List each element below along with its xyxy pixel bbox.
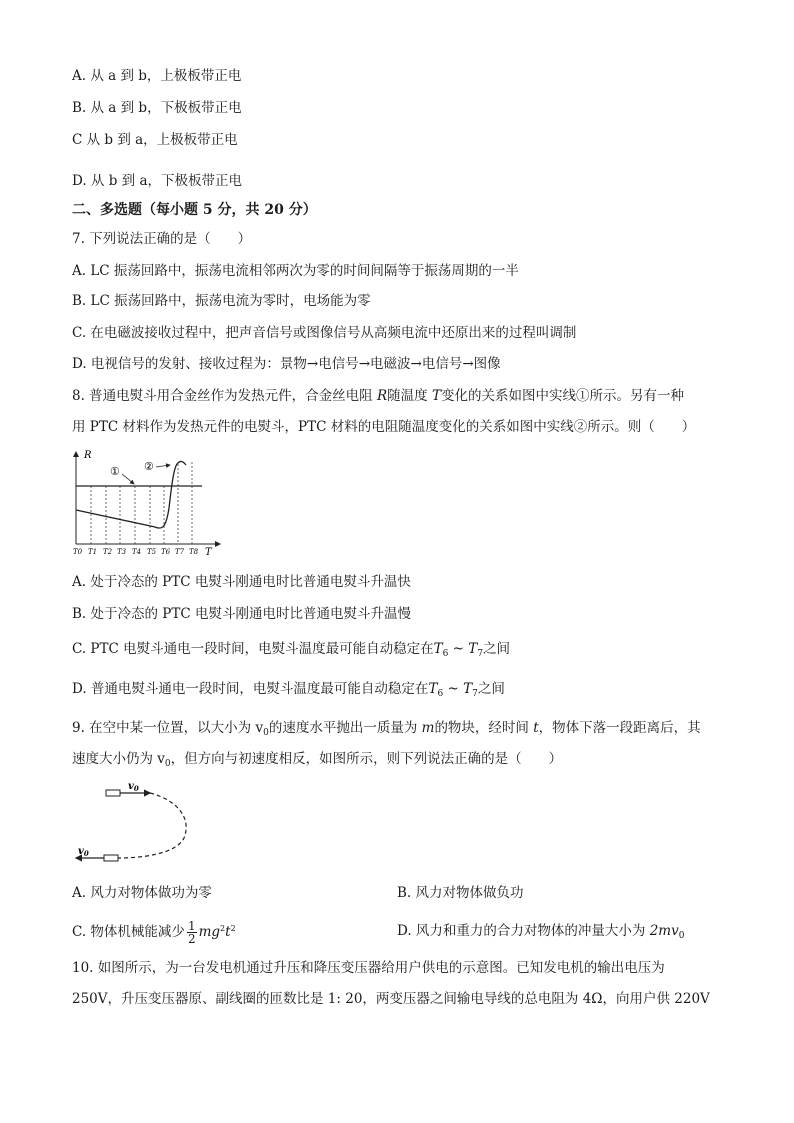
- q8-option-c: C. PTC 电熨斗通电一段时间，电熨斗温度最可能自动稳定在$T_6$ ~ $T_7$之间: [72, 641, 511, 659]
- q8-option-a: A. 处于冷态的 PTC 电熨斗刚通电时比普通电熨斗升温快: [72, 574, 411, 590]
- q8-curve-1-label: ①: [110, 465, 120, 478]
- q8-x-label: T: [205, 547, 212, 558]
- q9-option-d: D. 风力和重力的合力对物体的冲量大小为 $2mv_0$: [397, 923, 685, 941]
- q8-y-label: R: [84, 450, 92, 461]
- q8-curve-2-label: ②: [144, 460, 154, 473]
- q10-stem-line2: 250V，升压变压器原、副线圈的匝数比是 1: 20，两变压器之间输电导线的总电阻为 4Ω，向用户供 220V: [72, 991, 710, 1007]
- q7-option-c: C. 在电磁波接收过程中，把声音信号或图像信号从高频电流中还原出来的过程叫调制: [72, 325, 577, 341]
- q8-tick-label: T6: [161, 548, 171, 556]
- q8-tick-label: T3: [117, 548, 127, 556]
- q8-tick-label: T0: [73, 548, 83, 556]
- q9-option-b: B. 风力对物体做负功: [397, 885, 524, 901]
- q8-gridlines: [91, 462, 192, 544]
- q8-tick-label: T7: [175, 548, 185, 556]
- q6-option-b: B. 从 a 到 b，下极板带正电: [72, 100, 242, 116]
- q7-stem: 7. 下列说法正确的是（ ）: [72, 231, 252, 247]
- q8-tick-label: T2: [103, 548, 113, 556]
- q8-resistance-temperature-figure: [70, 448, 230, 560]
- q9-velocity-label-top: $v_0$: [128, 781, 139, 793]
- q8-curve-1-pointer: [122, 474, 134, 484]
- q8-curve-2: [76, 461, 186, 528]
- q9-block-bottom: [104, 855, 118, 861]
- q9-option-c: C. 物体机械能减少 $\frac{1}{2}$ $mg^2t^2$: [72, 919, 236, 946]
- q9-option-a: A. 风力对物体做功为零: [72, 885, 212, 901]
- q6-option-c: C 从 b 到 a，上极板带正电: [72, 132, 238, 148]
- q8-curve-2-pointer: [156, 465, 170, 467]
- q9-stem-line2: 速度大小仍为 $v_0$，但方向与初速度相反，如图所示，则下列说法正确的是（ ）: [72, 751, 563, 769]
- q6-option-a: A. 从 a 到 b，上极板带正电: [72, 68, 242, 84]
- q8-stem-line1: 8. 普通电熨斗用合金丝作为发热元件，合金丝电阻 R随温度 T变化的关系如图中实线①所示。另有一种: [72, 388, 684, 404]
- q9-stem-line1: 9. 在空中某一位置，以大小为 $v_0$的速度水平抛出一质量为 m的物块，经时间 t，物体下落一段距离后，其: [72, 720, 701, 738]
- q8-tick-label: T1: [88, 548, 98, 556]
- q7-option-b: B. LC 振荡回路中，振荡电流为零时，电场能为零: [72, 293, 371, 309]
- q9-trajectory: [118, 793, 186, 858]
- section-title: 二、多选题（每小题 5 分，共 20 分）: [72, 202, 317, 218]
- q8-tick-label: T4: [132, 548, 142, 556]
- q9-fraction: $\frac{1}{2}$: [187, 919, 196, 946]
- q8-option-d: D. 普通电熨斗通电一段时间，电熨斗温度最可能自动稳定在$T_6$ ~ $T_7$之间: [72, 681, 505, 699]
- q7-option-a: A. LC 振荡回路中，振荡电流相邻两次为零的时间间隔等于振荡周期的一半: [72, 263, 519, 279]
- q9-trajectory-figure: [72, 778, 202, 870]
- q10-stem-line1: 10. 如图所示，为一台发电机通过升压和降压变压器给用户供电的示意图。已知发电机的输出电压为: [72, 960, 665, 976]
- q8-tick-label: T5: [147, 548, 157, 556]
- q7-option-d: D. 电视信号的发射、接收过程为：景物→电信号→电磁波→电信号→图像: [72, 356, 501, 372]
- q9-velocity-label-bottom: $v_0$: [78, 846, 89, 858]
- q8-option-b: B. 处于冷态的 PTC 电熨斗刚通电时比普通电熨斗升温慢: [72, 606, 412, 622]
- q6-option-d: D. 从 b 到 a，下极板带正电: [72, 173, 242, 189]
- q8-stem-line2: 用 PTC 材料作为发热元件的电熨斗，PTC 材料的电阻随温度变化的关系如图中实线②所示。则（ ）: [72, 419, 696, 435]
- q8-tick-label: T8: [189, 548, 199, 556]
- q9-block-top: [106, 790, 120, 796]
- q8-tick-labels: [73, 548, 199, 556]
